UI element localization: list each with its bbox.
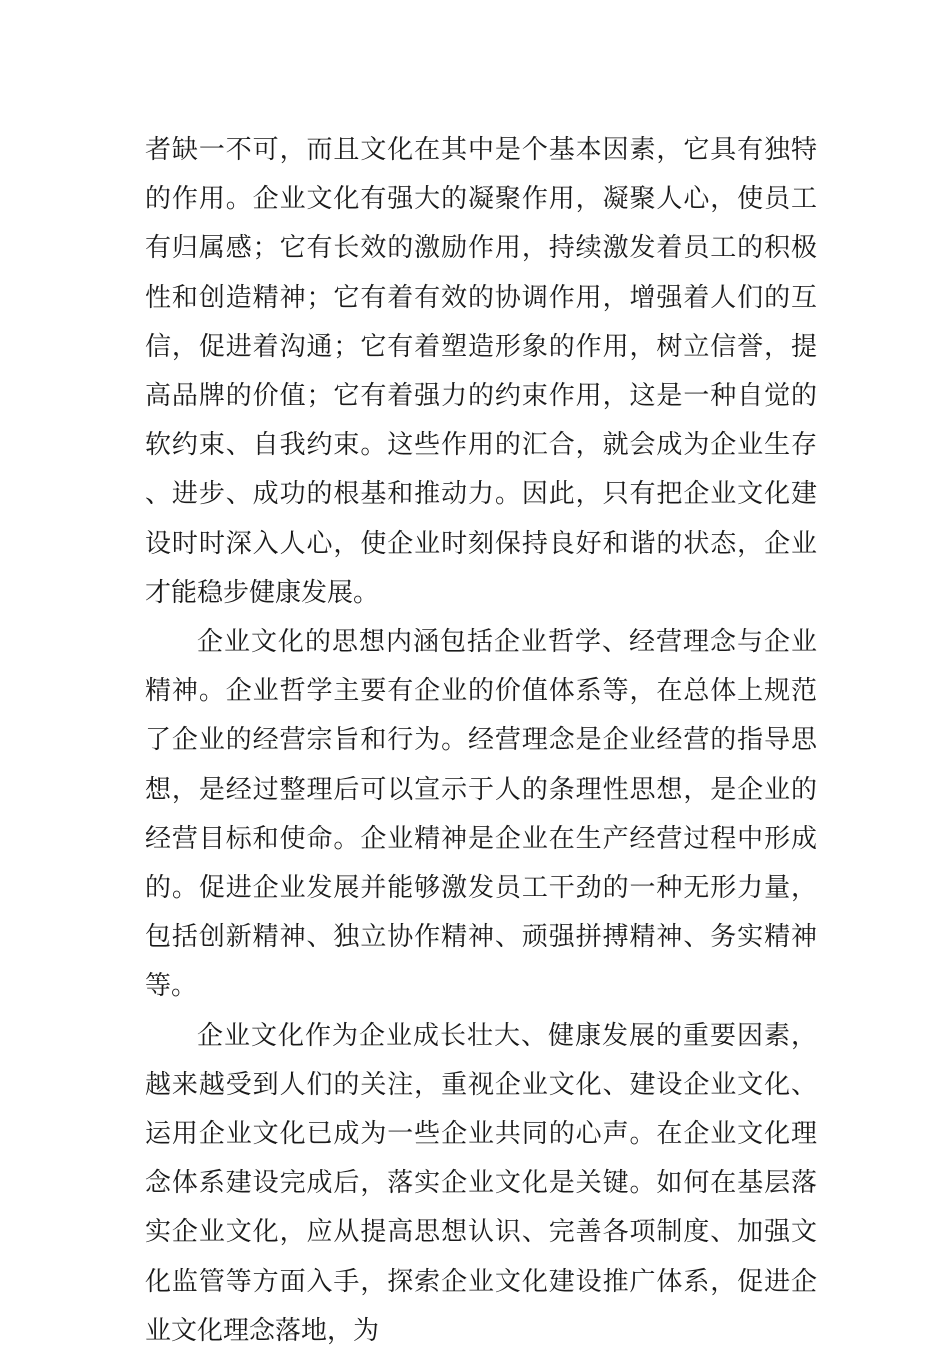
body-text — [145, 126, 817, 1356]
paragraph-implementation: 企业文化作为企业成长壮大、健康发展的重要因素，越来越受到人们的关注，重视企业文化、建设企业文化、运用企业文化已成为一些企业共同的心声。在企业文化理念体系建设完成后，落实企业文化是关键。如何在基层落实企业文化，应从提高思想认识、完善各项制度、加强文化监管等方面入手，探索企业文化建设推广体系，促进企业文化理念落地，为 — [145, 1020, 817, 1346]
paragraph-cultural-connotation: 企业文化的思想内涵包括企业哲学、经营理念与企业精神。企业哲学主要有企业的价值体系等，在总体上规范了企业的经营宗旨和行为。经营理念是企业经营的指导思想，是经过整理后可以宣示于人的条理性思想，是企业的经营目标和使命。企业精神是企业在生产经营过程中形成的。促进企业发展并能够激发员工干劲的一种无形力量，包括创新精神、独立协作精神、顽强拼搏精神、务实精神等。 — [145, 627, 817, 1002]
paragraph-continued: 者缺一不可，而且文化在其中是个基本因素，它具有独特的作用。企业文化有强大的凝聚作用，凝聚人心，使员工有归属感；它有长效的激励作用，持续激发着员工的积极性和创造精神；它有着有效的协调作用，增强着人们的互信，促进着沟通；它有着塑造形象的作用，树立信誉，提高品牌的价值；它有着强力的约束作用，这是一种自觉的软约束、自我约束。这些作用的汇合，就会成为企业生存、进步、成功的根基和推动力。因此，只有把企业文化建设时时深入人心，使企业时刻保持良好和谐的状态，企业才能稳步健康发展。 — [145, 135, 817, 608]
